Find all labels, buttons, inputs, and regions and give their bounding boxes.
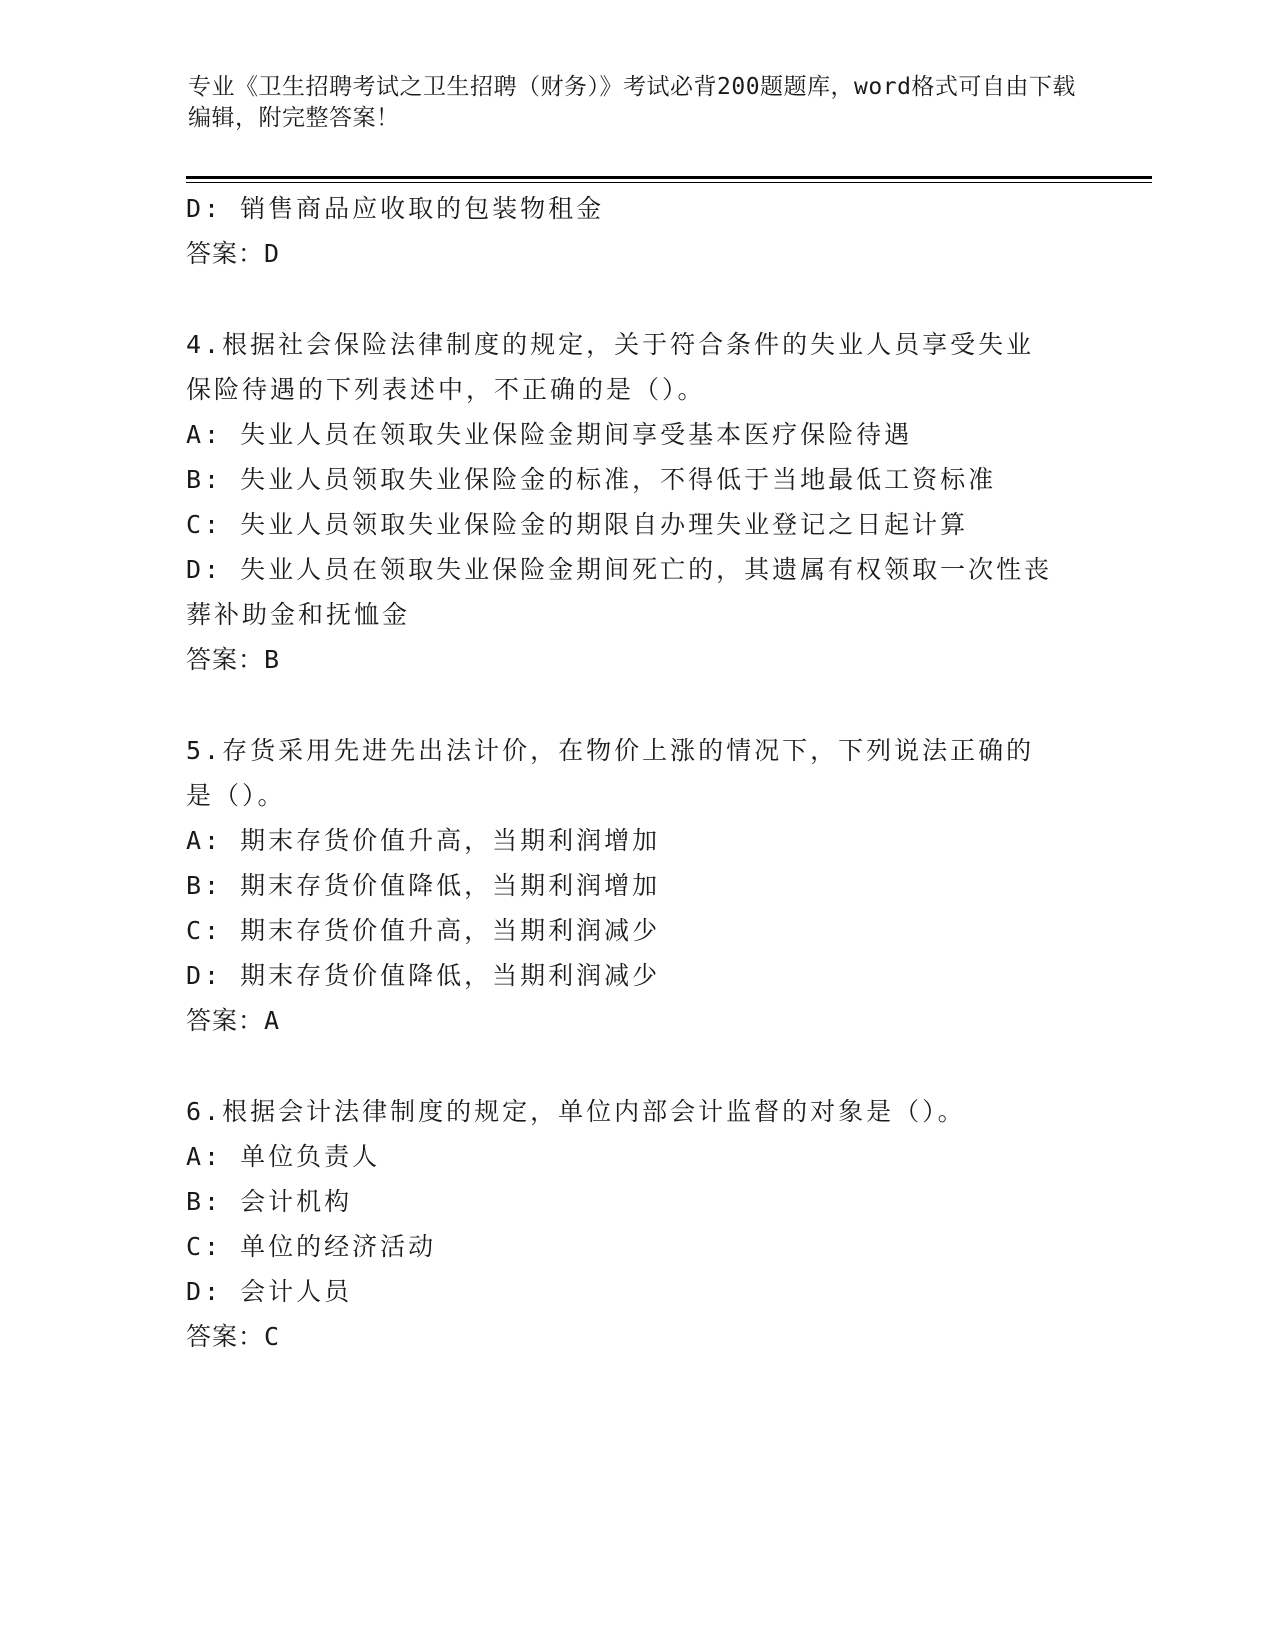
option-d: D: 失业人员在领取失业保险金期间死亡的，其遗属有权领取一次性丧: [186, 555, 1053, 584]
spacer: [186, 1043, 1086, 1089]
question-text: 5.存货采用先进先出法计价，在物价上涨的情况下，下列说法正确的: [186, 736, 1035, 765]
header-rule-thick: [186, 176, 1152, 179]
answer-line: 答案：A: [186, 1006, 281, 1035]
question-text: 4.根据社会保险法律制度的规定，关于符合条件的失业人员享受失业: [186, 330, 1035, 359]
option-a: A: 单位负责人: [186, 1142, 381, 1171]
answer-line: 答案：C: [186, 1322, 281, 1351]
option-c: C: 单位的经济活动: [186, 1232, 437, 1261]
question-text-continued: 保险待遇的下列表述中，不正确的是（）。: [186, 375, 706, 404]
document-header: 专业《卫生招聘考试之卫生招聘（财务）》考试必背200题题库，word格式可自由下载编辑，附完整答案！: [188, 74, 1076, 131]
question-4: [186, 322, 1086, 682]
spacer: [186, 276, 1086, 322]
option-d: D: 会计人员: [186, 1277, 353, 1306]
option-c: C: 期末存货价值升高，当期利润减少: [186, 916, 661, 945]
option-a: A: 失业人员在领取失业保险金期间享受基本医疗保险待遇: [186, 420, 913, 449]
question-text-continued: 是（）。: [186, 781, 286, 810]
option-b: B: 失业人员领取失业保险金的标准，不得低于当地最低工资标准: [186, 465, 997, 494]
option-d: D: 销售商品应收取的包装物租金: [186, 194, 605, 223]
option-a: A: 期末存货价值升高，当期利润增加: [186, 826, 661, 855]
option-c: C: 失业人员领取失业保险金的期限自办理失业登记之日起计算: [186, 510, 969, 539]
answer-line: 答案：D: [186, 239, 281, 268]
question-content: [186, 186, 1086, 1359]
answer-line: 答案：B: [186, 645, 281, 674]
header-rule-thin: [186, 182, 1152, 183]
option-d-continued: 葬补助金和抚恤金: [186, 600, 411, 629]
spacer: [186, 682, 1086, 728]
option-b: B: 会计机构: [186, 1187, 353, 1216]
question-text: 6.根据会计法律制度的规定，单位内部会计监督的对象是（）。: [186, 1097, 966, 1126]
option-b: B: 期末存货价值降低，当期利润增加: [186, 871, 661, 900]
question-6: [186, 1089, 1086, 1359]
question-5: [186, 728, 1086, 1043]
option-d: D: 期末存货价值降低，当期利润减少: [186, 961, 661, 990]
